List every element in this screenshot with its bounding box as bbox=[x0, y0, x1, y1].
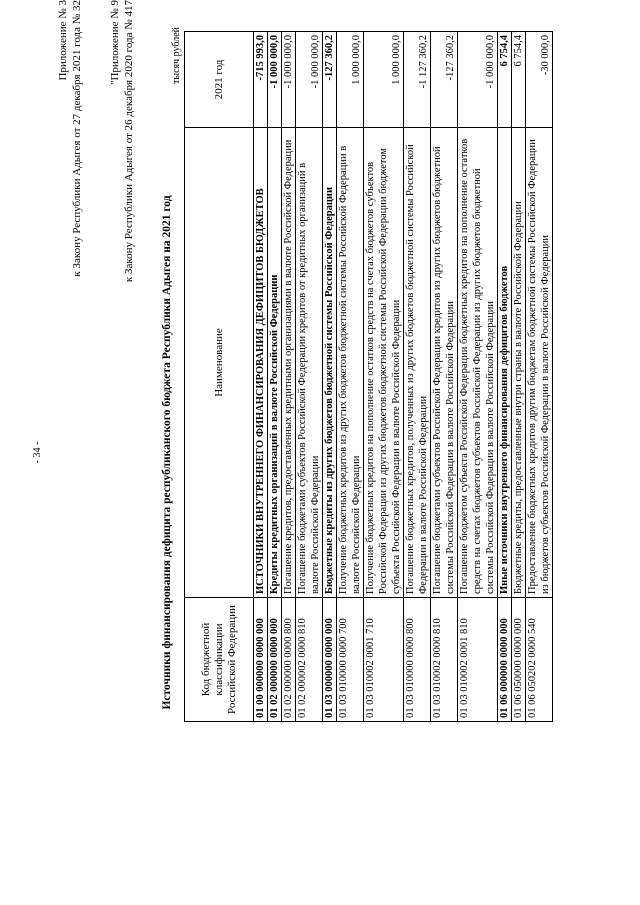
cell-name: Получение бюджетных кредитов из других бюджетов бюджетной системы Российской Федерации в валюте Российской Федерации bbox=[337, 128, 364, 598]
cell-amount: -127 360,2 bbox=[431, 32, 458, 128]
cell-amount: -30 000,0 bbox=[526, 32, 553, 128]
table-row bbox=[431, 32, 458, 722]
table-row bbox=[512, 32, 526, 722]
appendix-label: Приложение № 3 bbox=[57, 0, 69, 81]
table-row bbox=[498, 32, 512, 722]
previous-appendix-label: "Приложение № 9 bbox=[109, 0, 121, 86]
cell-code: 01 02 000000 0000 000 bbox=[268, 598, 282, 722]
cell-name: Погашение бюджетом субъекта Российской Федерации бюджетных кредитов на пополнение остатков средств на счетах бюджетов субъектов Российской Федерации из других бюджетов бюджетной системы Российской Федерации в валюте Российской Федерации bbox=[458, 128, 498, 598]
table-row bbox=[337, 32, 364, 722]
cell-amount: 6 754,4 bbox=[498, 32, 512, 128]
table-row bbox=[404, 32, 431, 722]
cell-amount: 1 000 000,0 bbox=[364, 32, 404, 128]
table-body bbox=[254, 32, 553, 722]
cell-name: Бюджетные кредиты, предоставленные внутри страны в валюте Российской Федерации bbox=[512, 128, 526, 598]
cell-name: Погашение бюджетных кредитов, полученных из других бюджетов бюджетной системы Российской Федерации в валюте Российской Федерации bbox=[404, 128, 431, 598]
cell-code: 01 06 050000 0000 000 bbox=[512, 598, 526, 722]
cell-amount: -715 993,0 bbox=[254, 32, 268, 128]
cell-amount: -1 000 000,0 bbox=[282, 32, 296, 128]
cell-amount: -1 000 000,0 bbox=[296, 32, 323, 128]
cell-name: Получение бюджетных кредитов на пополнение остатков средств на счетах бюджетов субъектов Российской Федерации из других бюджетов бюджетной системы Российской Федерации бюджетом субъекта Российской Федерации в валюте Российской Федерации bbox=[364, 128, 404, 598]
cell-name: Кредиты кредитных организаций в валюте Российской Федерации bbox=[268, 128, 282, 598]
table-row bbox=[526, 32, 553, 722]
previous-law-reference: к Закону Республики Адыгея от 26 декабря 2020 года № 417 bbox=[123, 0, 135, 283]
cell-code: 01 00 000000 0000 000 bbox=[254, 598, 268, 722]
cell-name: Бюджетные кредиты из других бюджетов бюджетной системы Российской Федерации bbox=[323, 128, 337, 598]
cell-name: Погашение кредитов, предоставленных кредитными организациями в валюте Российской Федерации bbox=[282, 128, 296, 598]
cell-code: 01 06 000000 0000 000 bbox=[498, 598, 512, 722]
cell-code: 01 02 000002 0000 810 bbox=[296, 598, 323, 722]
financing-sources-table bbox=[184, 31, 553, 722]
column-header-code: Код бюджетной классификации Российской Федерации bbox=[185, 598, 254, 722]
cell-name: Погашение бюджетами субъектов Российской Федерации кредитов из других бюджетов бюджетной системы Российской Федерации в валюте Российской Федерации bbox=[431, 128, 458, 598]
cell-code: 01 03 010000 0000 700 bbox=[337, 598, 364, 722]
table-row bbox=[268, 32, 282, 722]
law-reference: к Закону Республики Адыгея от 27 декабря 2021 года № 32 bbox=[71, 0, 83, 277]
cell-amount: 1 000 000,0 bbox=[337, 32, 364, 128]
table-row bbox=[282, 32, 296, 722]
cell-amount: -1 000 000,0 bbox=[268, 32, 282, 128]
cell-code: 01 03 010002 0001 810 bbox=[458, 598, 498, 722]
cell-amount: 6 754,4 bbox=[512, 32, 526, 128]
column-header-name: Наименование bbox=[185, 128, 254, 598]
cell-name: Погашение бюджетами субъектов Российской Федерации кредитов от кредитных организаций в валюте Российской Федерации bbox=[296, 128, 323, 598]
table-row bbox=[364, 32, 404, 722]
table-row bbox=[323, 32, 337, 722]
table-row bbox=[458, 32, 498, 722]
cell-amount: -127 360,2 bbox=[323, 32, 337, 128]
units-label: тысяч рублей bbox=[171, 27, 182, 85]
table-title: Источники финансирования дефицита республиканского бюджета Республики Адыгея на 2021 год bbox=[161, 195, 173, 710]
cell-name: ИСТОЧНИКИ ВНУТРЕННЕГО ФИНАНСИРОВАНИЯ ДЕФИЦИТОВ БЮДЖЕТОВ bbox=[254, 128, 268, 598]
cell-amount: -1 000 000,0 bbox=[458, 32, 498, 128]
cell-code: 01 03 000000 0000 000 bbox=[323, 598, 337, 722]
cell-amount: -1 127 360,2 bbox=[404, 32, 431, 128]
cell-code: 01 06 050202 0000 540 bbox=[526, 598, 553, 722]
table-row bbox=[296, 32, 323, 722]
table-header-row bbox=[185, 32, 254, 722]
cell-code: 01 02 000000 0000 800 bbox=[282, 598, 296, 722]
table-row bbox=[254, 32, 268, 722]
cell-code: 01 03 010002 0001 710 bbox=[364, 598, 404, 722]
cell-name: Иные источники внутреннего финансирования дефицитов бюджетов bbox=[498, 128, 512, 598]
page-number: - 34 - bbox=[32, 441, 43, 464]
column-header-amount: 2021 год bbox=[185, 32, 254, 128]
cell-code: 01 03 010002 0000 810 bbox=[431, 598, 458, 722]
cell-code: 01 03 010000 0000 800 bbox=[404, 598, 431, 722]
cell-name: Предоставление бюджетных кредитов другим бюджетам бюджетной системы Российской Федерации из бюджетов субъектов Российской Федерации в валюте Российской Федерации bbox=[526, 128, 553, 598]
